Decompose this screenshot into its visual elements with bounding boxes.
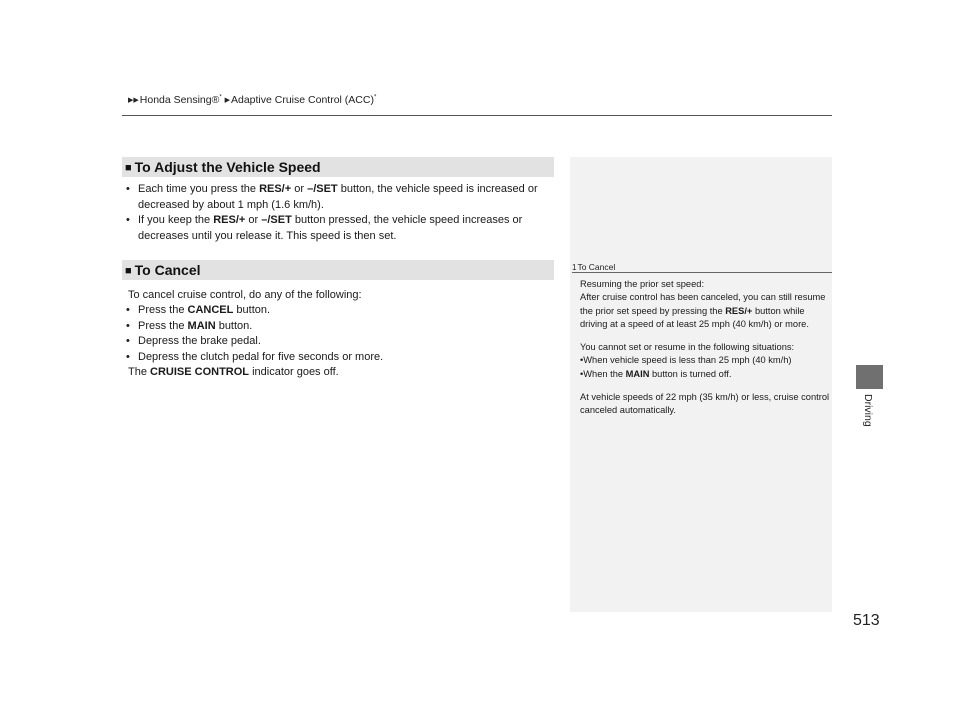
note-bullet: •When the MAIN button is turned off.	[580, 368, 732, 379]
bullet-icon: •	[580, 355, 584, 366]
button-name-res: RES/+	[725, 305, 753, 316]
button-name-set: –/SET	[307, 183, 338, 195]
note-icon: 1	[572, 263, 577, 272]
note-divider	[572, 272, 832, 273]
indicator-name: CRUISE CONTROL	[150, 366, 250, 378]
button-name-res: RES/+	[213, 214, 246, 226]
note-title: 1To Cancel	[572, 262, 616, 272]
section-heading-adjust-speed	[122, 157, 554, 177]
square-bullet-icon: ■	[125, 162, 132, 174]
bullet-icon: •	[580, 368, 584, 379]
button-name-cancel: CANCEL	[187, 304, 234, 316]
button-name-res: RES/+	[259, 183, 292, 195]
list-item: • Press the MAIN button.	[126, 319, 556, 335]
adjust-speed-list	[126, 182, 556, 244]
breadcrumb	[128, 94, 376, 106]
breadcrumb-item-acc: Adaptive Cruise Control (ACC)	[230, 94, 374, 106]
section-title: To Cancel	[134, 262, 201, 278]
note-paragraph: You cannot set or resume in the following situations: •When vehicle speed is less than 25 mph (40 km/h) •When the MAIN button is turned off.	[580, 342, 795, 379]
list-item: • Depress the clutch pedal for five seconds or more.	[126, 350, 556, 366]
header-divider	[122, 115, 832, 116]
note-paragraph: At vehicle speeds of 22 mph (35 km/h) or less, cruise control canceled automatically.	[580, 392, 830, 416]
list-item: • Depress the brake pedal.	[126, 334, 556, 350]
bullet-icon: •	[126, 304, 130, 316]
square-bullet-icon: ■	[125, 265, 132, 277]
chapter-label: Driving	[862, 394, 874, 427]
cancel-list	[126, 303, 556, 365]
cancel-intro-text: To cancel cruise control, do any of the following:	[128, 289, 362, 301]
asterisk-mark: *	[373, 94, 377, 101]
button-name-main: MAIN	[625, 368, 650, 379]
note-bullet: •When vehicle speed is less than 25 mph (40 km/h)	[580, 355, 792, 366]
note-paragraph: Resuming the prior set speed: After cruise control has been canceled, you can still resume the prior set speed by pressing the RES/+ button while driving at a speed of at least 25 mph (40 km/h) or more.	[580, 279, 826, 329]
asterisk-mark: *	[219, 94, 222, 101]
breadcrumb-item-honda-sensing: Honda Sensing®	[139, 94, 220, 106]
list-item: • Each time you press the RES/+ or –/SET button, the vehicle speed is increased or decreased by about 1 mph (1.6 km/h).	[126, 183, 538, 211]
section-title: To Adjust the Vehicle Speed	[134, 159, 321, 175]
bullet-icon: •	[126, 350, 130, 363]
cancel-result-text: The CRUISE CONTROL indicator goes off.	[128, 366, 339, 378]
arrow-icon: ▶	[224, 97, 230, 104]
bullet-icon: •	[126, 335, 130, 347]
list-item: • Press the CANCEL button.	[126, 303, 556, 319]
button-name-set: –/SET	[261, 214, 292, 226]
section-heading-cancel	[122, 260, 554, 280]
button-name-main: MAIN	[187, 319, 216, 332]
list-item: • If you keep the RES/+ or –/SET button pressed, the vehicle speed increases or decreases until you release it. This speed is then set.	[126, 214, 523, 242]
page-number: 513	[853, 612, 880, 629]
bullet-icon: •	[126, 214, 130, 226]
bullet-icon: •	[126, 319, 130, 332]
chapter-tab	[856, 365, 883, 389]
bullet-icon: •	[126, 183, 130, 195]
note-body	[580, 278, 830, 428]
double-arrow-icon: ▶▶	[128, 97, 139, 104]
